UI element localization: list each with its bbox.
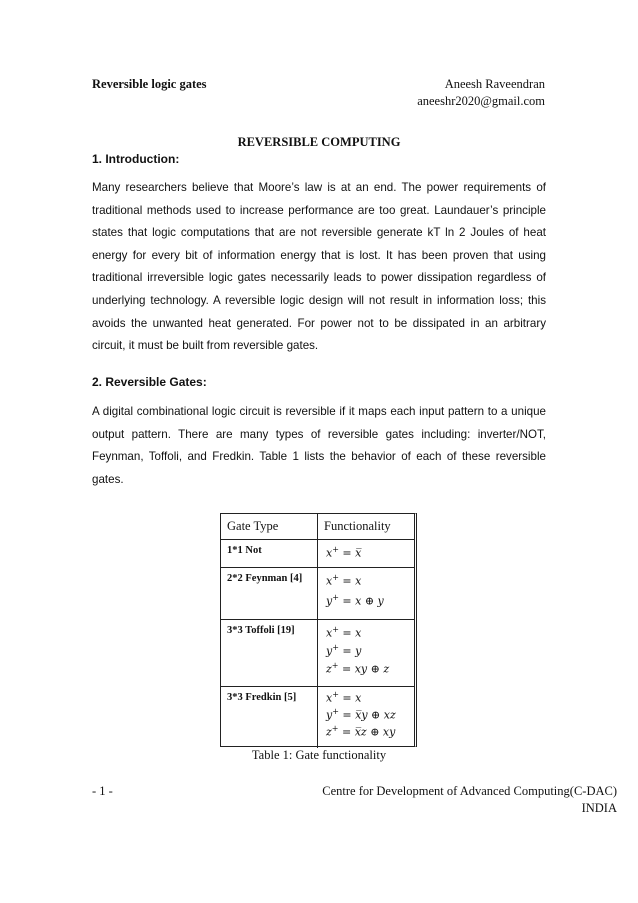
equation: z+ = x̅z ⊕ xy — [326, 724, 396, 739]
table-row — [221, 567, 414, 620]
section-heading-introduction: 1. Introduction: — [92, 152, 180, 166]
footer-page-number: - 1 - — [92, 784, 113, 798]
section-text-reversible-gates: A digital combinational logic circuit is reversible if it maps each input pattern to a unique output pattern. There are many types of reversible gates including: inverter/NOT, Feynman, Toffoli, and Fredkin. Table 1 lists the behavior of each of these reversible gates. — [92, 405, 546, 486]
footer-country: INDIA — [581, 801, 617, 815]
gate-functionality-table — [220, 513, 417, 747]
gate-name: 1*1 Not — [227, 545, 262, 556]
gate-name: 2*2 Feynman [4] — [227, 573, 303, 584]
equation: y+ = x ⊕ y — [326, 593, 384, 608]
header-left-title: Reversible logic gates — [92, 77, 207, 91]
table-row — [221, 619, 414, 687]
equation: y+ = y — [326, 643, 362, 658]
equation: x+ = x — [326, 690, 362, 705]
gate-name: 3*3 Toffoli [19] — [227, 625, 295, 636]
equation: x+ = x — [326, 625, 362, 640]
gate-name: 3*3 Fredkin [5] — [227, 692, 297, 703]
column-header-functionality: Functionality — [324, 519, 391, 533]
table-row — [221, 539, 414, 568]
table-row — [221, 686, 414, 748]
header-email: aneeshr2020@gmail.com — [417, 94, 545, 108]
equation: y+ = x̅y ⊕ xz — [326, 707, 396, 722]
section-heading-reversible-gates: 2. Reversible Gates: — [92, 375, 207, 389]
section-text-introduction: Many researchers believe that Moore’s law is at an end. The power requirements of traditional methods used to increase performance are too great. Laundauer’s principle states that logic computations that are not reversible generate kT ln 2 Joules of heat energy for every bit of information energy that is lost. It has been proven that using traditional irreversible logic gates necessarily leads to power dissipation regardless of underlying technology. A reversible logic design will not result in information loss; this avoids the unwanted heat generated. For power not to be dissipated in an arbitrary circuit, it must be built from reversible gates. — [92, 181, 546, 353]
header-author: Aneesh Raveendran — [444, 77, 545, 91]
page-title: REVERSIBLE COMPUTING — [237, 135, 401, 149]
equation: x+ = x — [326, 573, 362, 588]
table-caption: Table 1: Gate functionality — [251, 748, 387, 762]
equation: x+ = x̅ — [326, 545, 362, 560]
footer-organization: Centre for Development of Advanced Computing(C-DAC) — [322, 784, 617, 798]
equation: z+ = xy ⊕ z — [326, 661, 390, 676]
table-header-row — [221, 514, 414, 540]
column-header-gate-type: Gate Type — [227, 519, 279, 533]
